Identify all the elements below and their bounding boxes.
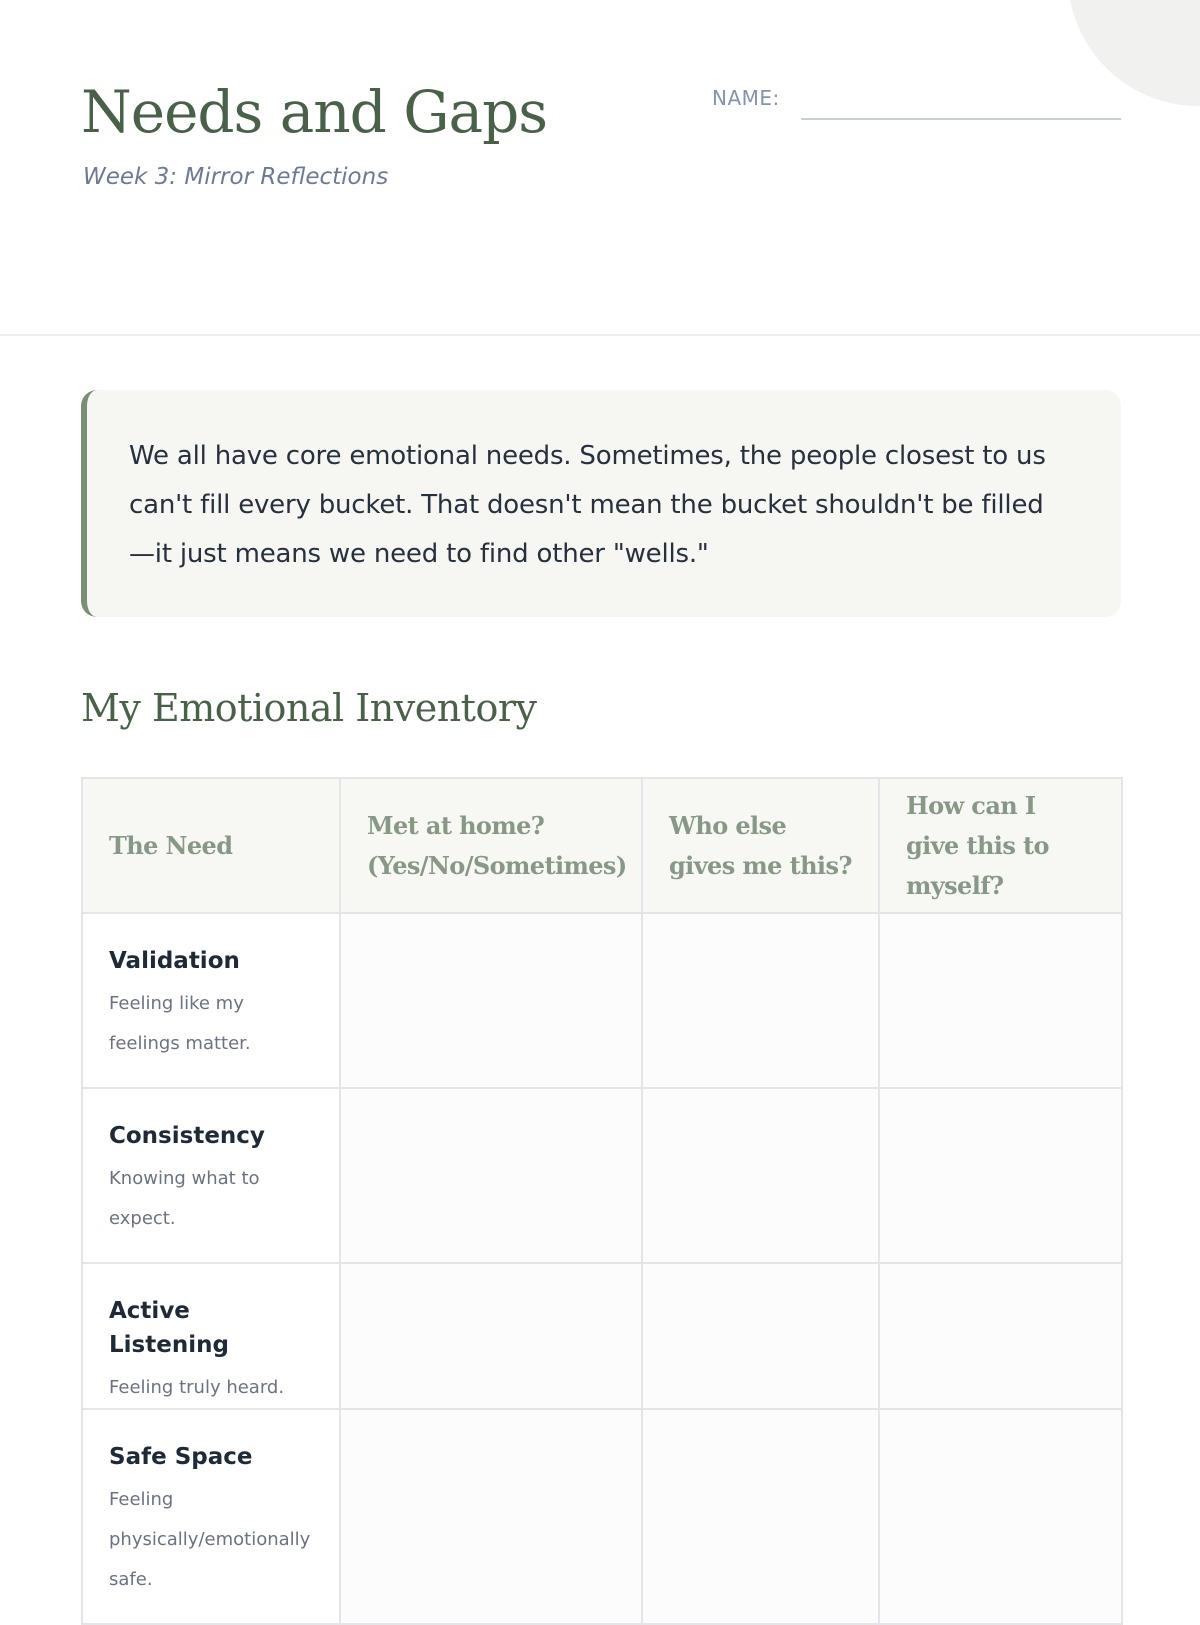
who-else-cell[interactable] bbox=[642, 1409, 879, 1624]
need-name: Safe Space bbox=[109, 1444, 253, 1470]
table-row bbox=[82, 1263, 1122, 1409]
column-header-met-at-home: Met at home? (Yes/No/Sometimes) bbox=[340, 778, 642, 913]
table-row bbox=[82, 913, 1122, 1088]
need-description: Feeling like my feelings matter. bbox=[109, 993, 251, 1054]
name-label: NAME: bbox=[712, 86, 780, 110]
need-cell bbox=[82, 913, 340, 1088]
self-care-cell[interactable] bbox=[879, 1263, 1122, 1409]
need-description: Feeling truly heard. bbox=[109, 1377, 285, 1398]
intro-callout bbox=[81, 390, 1121, 617]
intro-text: We all have core emotional needs. Sometimes, the people closest to us can't fill every bucket. That doesn't mean the bucket shouldn't be filled—it just means we need to find other "wells." bbox=[129, 441, 1046, 569]
who-else-cell[interactable] bbox=[642, 913, 879, 1088]
table-header-row bbox=[82, 778, 1122, 913]
section-title: My Emotional Inventory bbox=[81, 686, 537, 730]
need-description: Feeling physically/emotionally safe. bbox=[109, 1489, 311, 1590]
name-field[interactable] bbox=[801, 118, 1121, 120]
met-at-home-cell[interactable] bbox=[340, 1088, 642, 1263]
need-name: Validation bbox=[109, 948, 240, 974]
who-else-cell[interactable] bbox=[642, 1088, 879, 1263]
self-care-cell[interactable] bbox=[879, 1409, 1122, 1624]
who-else-cell[interactable] bbox=[642, 1263, 879, 1409]
column-header-need: The Need bbox=[82, 778, 340, 913]
need-cell bbox=[82, 1088, 340, 1263]
self-care-cell[interactable] bbox=[879, 1088, 1122, 1263]
need-description: Knowing what to expect. bbox=[109, 1168, 260, 1229]
column-header-who-else: Who else gives me this? bbox=[642, 778, 879, 913]
column-header-self-care: How can I give this to myself? bbox=[879, 778, 1122, 913]
need-cell bbox=[82, 1409, 340, 1624]
page-title: Needs and Gaps bbox=[81, 78, 548, 146]
need-name: Consistency bbox=[109, 1123, 265, 1149]
emotional-inventory-table bbox=[81, 777, 1123, 1625]
met-at-home-cell[interactable] bbox=[340, 1263, 642, 1409]
self-care-cell[interactable] bbox=[879, 913, 1122, 1088]
table-row bbox=[82, 1088, 1122, 1263]
worksheet-header bbox=[0, 0, 1200, 336]
page-subtitle: Week 3: Mirror Reflections bbox=[83, 164, 389, 190]
need-name: Active Listening bbox=[109, 1298, 229, 1358]
table-row bbox=[82, 1409, 1122, 1624]
met-at-home-cell[interactable] bbox=[340, 913, 642, 1088]
need-cell bbox=[82, 1263, 340, 1409]
met-at-home-cell[interactable] bbox=[340, 1409, 642, 1624]
